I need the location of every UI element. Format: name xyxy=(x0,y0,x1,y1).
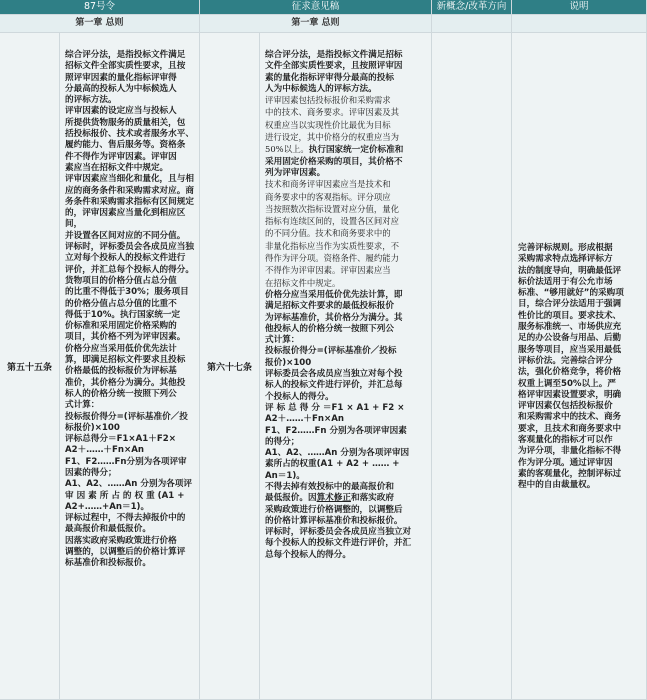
notes-text: 完善评标规则。形成根据 采购需求特点选择评标方 法的制度导向，明确最低评 标价法适用于有公允市场 标准、“够用就好”的采购项 目，综合评分法适用于强调 性价比的项目。要求技术、 服务标准统一、市场供应充 足的办公设备与用品、后勤 服务等项目，应当采用最低 评标价法。完善综合评分 法，强化价格竞争，将价格 权重上调至50%以上。严 格评审因素设置要求，明确 评审因素仅包括投标报价 和采购需求中的技术、商务 要求，且技术和商务要求中 客观量化的指标才可以作 为评分项，非量化指标不得 作为评分项。通过评审因 素的客观量化，控制评标过 程中的自由裁量权。 xyxy=(518,243,624,491)
left-text-cell xyxy=(60,33,200,700)
article-left-cell xyxy=(0,33,60,700)
right-text-cell xyxy=(260,33,432,700)
right-text-p4: 技术和商务评审因素应当是技术和 商务要求中的客观指标。评分项应 当按照数次指标设置对应分值，量化 指标有连续区间的，设置各区间对应 的不同分值。技术和商务要求中的 非量化指标应当作为实质性要求，不 得作为评分项。资格条件、履约能力 不得作为评审因素。评审因素应当 在招标文件中规定。 xyxy=(265,179,399,288)
header-87-order-label: 87号令 xyxy=(83,1,116,12)
article-right-label: 第六十七条 xyxy=(206,362,252,373)
right-text xyxy=(265,50,431,561)
article-left-label: 第五十五条 xyxy=(6,362,52,373)
chapter-notes-empty xyxy=(512,15,647,33)
right-text-p5: 价格分应当采用低价优先法计算，即 满足招标文件要求的最低投标报价 为评标基准价，其价格分为满分。其 他投标人的价格分统一按照下列公 式计算： 投标报价得分=(评标基准价／投标 报价)×100 评标委员会各成员应当独立对每个投 标人的投标文件进行评价，并汇总每 个投标人的得分。 评 标 总 得 分 ＝F1 × A1 + F2 × A2＋……＋Fn×An F1、F2……Fn 分别为各项评审因素 的得分； A1、A2、……An 分别为各项评审因 素所占的权重(A1 + A2 + …… + An＝1)。 不得去掉有效投标中的最高报价和 最低报价。因 xyxy=(265,289,410,504)
notes-cell xyxy=(512,33,647,700)
header-87-order xyxy=(0,0,200,15)
header-notes-label: 说明 xyxy=(569,1,589,12)
right-text-p1: 综合评分法，是指投标文件满足招标 文件全部实质性要求，且按照评审因 素的量化指标评审得分最高的投标 人为中标候选人的评标方法。 xyxy=(265,50,403,94)
concept-cell xyxy=(432,33,512,700)
header-concept xyxy=(432,0,512,15)
left-text: 综合评分法，是指投标文件满足 招标文件全部实质性要求，且按 照评审因素的量化指标评审得 分最高的投标人为中标候选人 的评标方法。 评审因素的设定应当与投标人 所提供货物服务的质量相关，包 括投标报价、技术或者服务水平、 履约能力、售后服务等。资格条 件不得作为评审因素。评审因 素应当在招标文件中规定。 评审因素应当细化和量化，且与相 应的商务条件和采购需求对应。商 务条件和采购需求指标有区间规定 的，评审因素应当量化到相应区间， 并设置各区间对应的不同分值。 评标时，评标委员会各成员应当独 立对每个投标人的投标文件进行 评价，并汇总每个投标人的得分。 货物项目的价格分值占总分值 的比重不得低于30%；服务项目 的价格分值占总分值的比重不 得低于10%。执行国家统一定 价标准和采用固定价格采购的 项目，其价格不列为评审因素。 价格分应当采用低价优先法计 算，即满足招标文件要求且投标 价格最低的投标报价为评标基 准价，其价格分为满分。其他投 标人的价格分统一按照下列公 式计算： 投标报价得分=(评标基准价／投 标报价)×100 评标总得分＝F1×A1＋F2× A2＋……＋Fn×An F1、F2……Fn分别为各项评审 因素的得分； A1、A2、……An 分别为各项评 审 因 素 所 占 的 权 重 (A1 + A2+……+An＝1)。 评标过程中，不得去掉报价中的 最高报价和最低报价。 因落实政府采购政策进行价格 调整的，以调整后的价格计算评 标基准价和投标报价。 xyxy=(65,50,194,569)
right-text-p5-underline: 算术修正 xyxy=(316,493,351,504)
chapter-concept-empty xyxy=(432,15,512,33)
right-text-p2: 评审因素包括投标报价和采购需求 中的技术、商务要求。评审因素及其 权重应当以实现性价比最优为目标 进行设定，其中价格分的权重应当为 50%以上。 xyxy=(265,95,399,155)
chapter-right xyxy=(200,15,432,33)
header-concept-label: 新概念/改革方向 xyxy=(436,1,507,12)
header-draft xyxy=(200,0,432,15)
chapter-left xyxy=(0,15,200,33)
header-notes xyxy=(512,0,647,15)
right-text-p3: 执行国家统一定价标准和 采用固定价格采购的项目，其价格不 列为评审因素。 xyxy=(265,145,404,178)
header-draft-label: 征求意见稿 xyxy=(291,1,340,12)
chapter-left-label: 第一章 总则 xyxy=(75,18,124,28)
chapter-right-label: 第一章 总则 xyxy=(291,18,340,28)
article-right-cell xyxy=(200,33,260,700)
right-text-p6: 和落实政府 采购政策进行价格调整的，以调整后 的价格计算评标基准价和投标报价。 评标时，评标委员会各成员应当独立对 每个投标人的投标文件进行评价，并汇 总每个投标人的得分。 xyxy=(265,493,412,560)
